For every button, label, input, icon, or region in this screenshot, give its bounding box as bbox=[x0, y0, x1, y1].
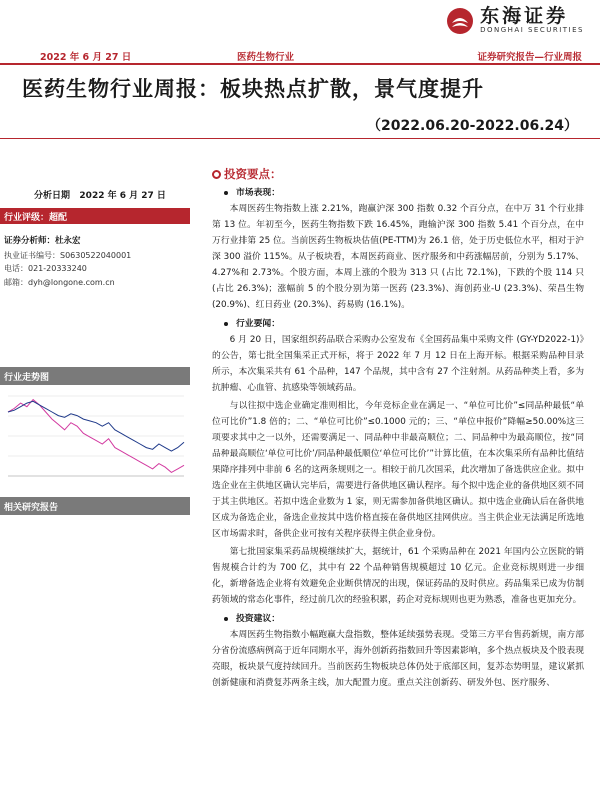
news-heading-text: 行业要闻： bbox=[236, 319, 280, 329]
analyst-phone: 电话：021-20333240 bbox=[4, 264, 87, 273]
market-paragraph: 本周医药生物指数上涨 2.21%，跑赢沪深 300 指数 0.32 个百分点，在中万 31 个行业排第 13 位。年初至今，医药生物指数下跌 16.45%，跑输沪深 300 指数 5.41 个百分点，在中万行业排第 25 位。当前医药生物板块估值(PE-TTM)为 26.1 倍，处于历史低位水平，相对于沪深 300 溢价 115%。从子板块看，本周医药商业、医疗服务和中药涨幅居前，分别为 5.17%、4.27%和 2.73%。个股方面，本周上涨的个股为 313 只 (占比 72.1%)，下跌的个股 114 只 (占比 26.3%)；涨幅前 5 的个股分别为第一医药 (23.3%)、海创药业-U (23.3%)、荣昌生物 (20.9%)、红日药业 (20.3%)、药易购 (16.1%)。 bbox=[212, 204, 584, 310]
section-title-text: 投资要点： bbox=[224, 167, 282, 181]
analysis-date bbox=[34, 188, 166, 201]
advice-paragraph: 本周医药生物指数小幅跑赢大盘指数，整体延续强势表现。受第三方平台售药新规，南方部分省份流感病例高于近年同期水平，海外创新药指数回升等因素影响，多个热点板块及个股表现亮眼，板块景气度持续回升。当前医药生物板块总体仍处于底部区间，复苏态势明显，建议紧抓创新健康和消费复苏两条主线，加大配置力度。重点关注创新药、研发外包、医疗服务、 bbox=[212, 630, 584, 688]
page-title: 医药生物行业周报：板块热点扩散，景气度提升 bbox=[22, 76, 484, 101]
analyst-license: 执业证书编号：S0630522040001 bbox=[4, 250, 132, 260]
related-reports-label: 相关研究报告 bbox=[0, 497, 190, 515]
market-heading-text: 市场表现： bbox=[236, 188, 280, 198]
analyst-info bbox=[4, 235, 131, 289]
donghai-logo-icon bbox=[446, 7, 474, 35]
market-heading bbox=[212, 185, 584, 201]
bullet-icon bbox=[224, 191, 228, 195]
industry-label: 医药生物行业 bbox=[237, 52, 295, 63]
bullet-icon bbox=[224, 617, 228, 621]
report-period: （2022.06.20-2022.06.24） bbox=[367, 118, 578, 134]
chart-series-line-1 bbox=[8, 401, 184, 451]
analysis-date-value: 2022 年 6 月 27 日 bbox=[79, 191, 166, 201]
investment-highlights-title bbox=[212, 166, 584, 182]
trend-chart-label: 行业走势图 bbox=[0, 367, 190, 385]
brand-logo bbox=[446, 6, 584, 35]
brand-name-en: DONGHAI SECURITIES bbox=[480, 26, 584, 34]
analyst-name: 证券分析师：杜永宏 bbox=[4, 236, 81, 246]
main-content bbox=[212, 166, 584, 691]
report-date: 2022 年 6 月 27 日 bbox=[40, 52, 132, 63]
brand-name-cn: 东海证券 bbox=[480, 5, 569, 27]
news-paragraph-1: 6 月 20 日，国家组织药品联合采购办公室发布《全国药品集中采购文件 (GY-YD2022-1)》的公告，第七批全国集采正式开标，将于 2022 年 7 月 12 日在上海开标。根据采购品种目录所示，本次集采共有 61 个品种，147 个品规，其中含有 27 个注射剂。从药品种类上看，多为抗肿瘤、心血管、抗感染等领域药品。 bbox=[212, 335, 584, 393]
industry-trend-chart bbox=[4, 390, 188, 490]
circle-icon bbox=[212, 170, 221, 179]
industry-rating: 行业评级：超配 bbox=[0, 208, 190, 224]
news-paragraph-3: 第七批国家集采药品规模继续扩大，据统计，61 个采购品种在 2021 年国内公立医院的销售规模合计约为 700 亿，其中有 22 个品种销售规模超过 10 亿元。企业竞标规则进一步细化，新增备选企业将有效避免企业断供情况的出现，保证药品的及时供应。药品集采已成为仿制药领域的常态化事件，经过前几次的经验积累，药企对竞标规则也更为熟悉，准备也更加充分。 bbox=[212, 547, 584, 605]
header-bar bbox=[0, 49, 600, 65]
advice-heading-text: 投资建议： bbox=[236, 614, 280, 624]
title-divider bbox=[0, 138, 600, 139]
sidebar bbox=[0, 140, 200, 800]
advice-heading bbox=[212, 611, 584, 627]
analysis-date-label: 分析日期 bbox=[34, 191, 71, 201]
bullet-icon bbox=[224, 322, 228, 326]
analyst-email[interactable]: 邮箱：dyh@longone.com.cn bbox=[4, 277, 115, 287]
report-type: 证券研究报告—行业周报 bbox=[477, 52, 582, 63]
news-heading bbox=[212, 316, 584, 332]
news-paragraph-2: 与以往拟中选企业确定准则相比，今年竞标企业在满足一、“单位可比价”≤同品种最低“单位可比价”1.8 倍的；二、“单位可比价”≤0.1000 元的；三、“单位申报价”降幅≥50.00%这三项要求其中之一以外，还需要满足一、同品种中非最高顺位；二、同品种中为最高顺位，按“同品种最高顺位‘单位可比价’/同品种最低顺位‘单位可比价’”计算比值，在本次集采所有品种比值结果降序排列中非前 6 名的这两条规则之一。相较于前几次国采，此次增加了备选供应企业。拟中选企业在主供地区确认完毕后，需要进行备供地区确认程序。每个拟中选企业的备供地区须不同于其主供地区。若拟中选企业数为 1 家，则无需参加备供地区确认。拟中选企业确认后在备供地区成为备选企业，备选企业按其中选价格直接在备供地区挂网供应。当主供企业无法满足所选地区市场需求时，备供企业可按有关程序获得主供企业身份。 bbox=[212, 401, 584, 539]
